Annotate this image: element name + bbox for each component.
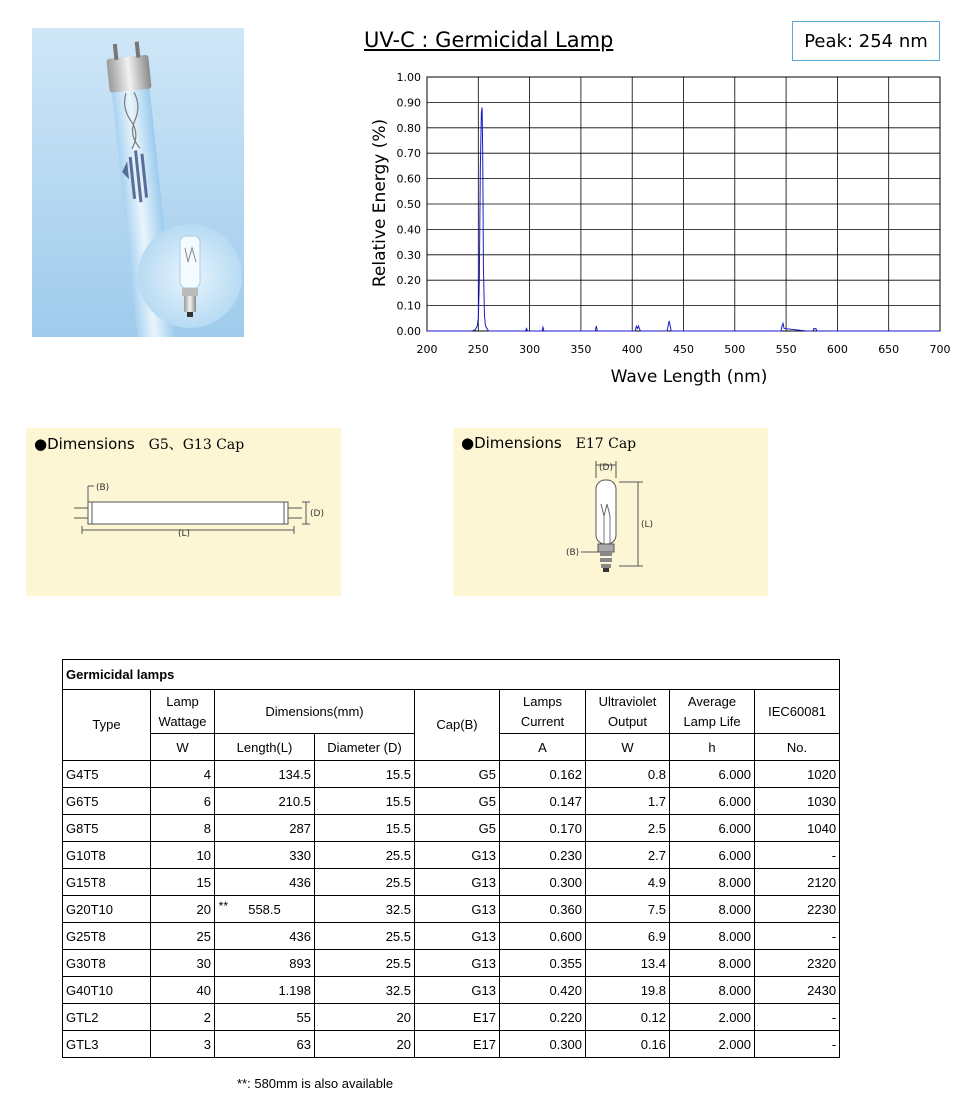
- lamp-photo: [32, 28, 244, 337]
- cell-type: G20T10: [63, 896, 151, 923]
- cell-diameter: 25.5: [315, 842, 415, 869]
- table-row: [63, 1031, 840, 1058]
- bullet-icon: ●: [34, 435, 48, 453]
- cap-label: E17 Cap: [575, 436, 637, 452]
- dimensions-title: Dimensions: [474, 434, 562, 452]
- y-tick-label: 0.10: [396, 299, 421, 313]
- header-dimensions: Dimensions(mm): [215, 690, 415, 734]
- cell-life: 2.000: [670, 1004, 755, 1031]
- cell-cap: E17: [415, 1004, 500, 1031]
- cell-watt: [151, 923, 215, 950]
- cell-length: 63: [215, 1031, 315, 1058]
- spectrum-chart: [355, 60, 965, 390]
- x-tick-label: 500: [724, 343, 746, 356]
- wattage-value: 4: [203, 766, 211, 782]
- cell-diameter: 32.5: [315, 896, 415, 923]
- header-iec: IEC60081: [755, 690, 840, 734]
- cell-watt: [151, 869, 215, 896]
- cell-length: 1.198: [215, 977, 315, 1004]
- header-current-line2: Current: [520, 713, 565, 729]
- wattage-value: 2: [203, 1009, 211, 1025]
- cell-type: G4T5: [63, 761, 151, 788]
- cell-type: G10T8: [63, 842, 151, 869]
- cell-cap: G13: [415, 977, 500, 1004]
- cap-label: G5、G13 Cap: [148, 437, 245, 453]
- cell-diameter: 15.5: [315, 761, 415, 788]
- cell-cap: G13: [415, 923, 500, 950]
- cell-watt: [151, 1031, 215, 1058]
- cell-current: 0.162: [500, 761, 586, 788]
- y-tick-label: 0.30: [396, 248, 421, 262]
- y-tick-label: 0.20: [396, 274, 421, 288]
- header-cap: Cap(B): [415, 690, 500, 761]
- y-tick-label: 0.50: [396, 198, 421, 211]
- cell-iec: -: [755, 923, 840, 950]
- cell-current: 0.420: [500, 977, 586, 1004]
- cell-life: 8.000: [670, 977, 755, 1004]
- chart-title: UV-C : Germicidal Lamp: [364, 28, 614, 52]
- cell-cap: G5: [415, 761, 500, 788]
- label-l: (L): [178, 529, 191, 539]
- wattage-value: 3: [203, 1036, 211, 1052]
- x-axis-label: Wave Length (nm): [610, 367, 768, 387]
- cell-current: 0.220: [500, 1004, 586, 1031]
- cell-current: 0.600: [500, 923, 586, 950]
- cell-type: GTL2: [63, 1004, 151, 1031]
- cell-type: G25T8: [63, 923, 151, 950]
- cell-diameter: 25.5: [315, 923, 415, 950]
- cell-watt: [151, 1004, 215, 1031]
- cell-uv: 19.8: [586, 977, 670, 1004]
- cell-diameter: 20: [315, 1004, 415, 1031]
- wattage-value: 40: [196, 982, 211, 998]
- cell-watt: [151, 815, 215, 842]
- unit-current: A: [500, 734, 586, 761]
- x-tick-label: 550: [775, 343, 797, 356]
- cell-length: 210.5: [215, 788, 315, 815]
- x-tick-label: 650: [878, 343, 900, 356]
- label-d: (D): [310, 509, 324, 519]
- cell-uv: 1.7: [586, 788, 670, 815]
- x-tick-label: 200: [416, 343, 438, 356]
- cell-length: 436: [215, 869, 315, 896]
- table-row: [63, 815, 840, 842]
- bullet-icon: ●: [461, 434, 475, 452]
- cell-cap: G13: [415, 842, 500, 869]
- table-title: Germicidal lamps: [63, 660, 840, 690]
- cell-iec: 1020: [755, 761, 840, 788]
- cell-life: 8.000: [670, 869, 755, 896]
- cell-uv: 6.9: [586, 923, 670, 950]
- cell-diameter: 32.5: [315, 977, 415, 1004]
- cell-diameter: 25.5: [315, 869, 415, 896]
- cell-length: 436: [215, 923, 315, 950]
- wattage-value: 25: [196, 928, 211, 944]
- cell-watt: [151, 788, 215, 815]
- wattage-value: 30: [196, 955, 211, 971]
- cell-length: 134.5: [215, 761, 315, 788]
- y-tick-label: 0.80: [396, 121, 421, 135]
- cell-type: G30T8: [63, 950, 151, 977]
- cell-length: 55: [215, 1004, 315, 1031]
- header-current: [500, 690, 586, 734]
- header-wattage-line2: Wattage: [158, 713, 207, 729]
- cell-iec: 1040: [755, 815, 840, 842]
- cell-uv: 0.12: [586, 1004, 670, 1031]
- cell-iec: -: [755, 1004, 840, 1031]
- cell-length: 893: [215, 950, 315, 977]
- cell-current: 0.360: [500, 896, 586, 923]
- header-uv-line1: Ultraviolet: [598, 693, 657, 709]
- table-row: [63, 896, 840, 923]
- cell-life: 6.000: [670, 815, 755, 842]
- y-tick-labels: [397, 71, 422, 338]
- cell-current: 0.300: [500, 869, 586, 896]
- cell-life: 2.000: [670, 1031, 755, 1058]
- table-row: [63, 869, 840, 896]
- unit-iec: No.: [755, 734, 840, 761]
- cell-diameter: 25.5: [315, 950, 415, 977]
- cell-current: 0.355: [500, 950, 586, 977]
- header-current-line1: Lamps: [522, 693, 563, 709]
- germicidal-lamps-table: [62, 659, 840, 1058]
- wattage-value: 15: [196, 874, 211, 890]
- cell-current: 0.300: [500, 1031, 586, 1058]
- header-life-line1: Average: [687, 693, 737, 709]
- cell-current: 0.147: [500, 788, 586, 815]
- bulb-diagram: [453, 428, 768, 596]
- footnote-marker: **: [218, 899, 228, 913]
- y-tick-label: 0.00: [396, 325, 421, 338]
- table-row: [63, 950, 840, 977]
- x-tick-label: 400: [621, 343, 643, 356]
- cell-length: 287: [215, 815, 315, 842]
- cell-iec: 2230: [755, 896, 840, 923]
- cell-iec: -: [755, 842, 840, 869]
- cell-iec: 2320: [755, 950, 840, 977]
- x-tick-label: 350: [570, 343, 592, 356]
- table-row: [63, 842, 840, 869]
- cell-type: G6T5: [63, 788, 151, 815]
- cell-watt: [151, 761, 215, 788]
- cell-uv: 7.5: [586, 896, 670, 923]
- cell-cap: G13: [415, 896, 500, 923]
- x-tick-labels: [417, 343, 951, 356]
- unit-wattage: W: [151, 734, 215, 761]
- tube-diagram: [26, 428, 341, 596]
- cell-iec: 2120: [755, 869, 840, 896]
- table-footnote: **: 580mm is also available: [237, 1076, 394, 1091]
- cell-iec: 2430: [755, 977, 840, 1004]
- x-tick-label: 700: [929, 343, 951, 356]
- label-b: (B): [96, 483, 110, 493]
- header-uv-line2: Output: [607, 713, 648, 729]
- cell-life: 8.000: [670, 923, 755, 950]
- wattage-value: 8: [203, 820, 211, 836]
- table-row: [63, 923, 840, 950]
- peak-label: Peak: 254 nm: [792, 21, 940, 61]
- cell-life: 8.000: [670, 950, 755, 977]
- cell-watt: [151, 842, 215, 869]
- cell-current: 0.170: [500, 815, 586, 842]
- dimensions-panel-g13: [26, 428, 341, 596]
- header-type: Type: [63, 690, 151, 761]
- cell-diameter: 20: [315, 1031, 415, 1058]
- header-lamp-life: [670, 690, 755, 734]
- table-body: [63, 761, 840, 1058]
- unit-diameter: Diameter (D): [315, 734, 415, 761]
- unit-uv: W: [586, 734, 670, 761]
- unit-life: h: [670, 734, 755, 761]
- cell-life: 6.000: [670, 842, 755, 869]
- cell-watt: [151, 896, 228, 923]
- cell-life: 6.000: [670, 788, 755, 815]
- wattage-value: 6: [203, 793, 211, 809]
- wattage-value: 10: [196, 847, 211, 863]
- dimensions-title: Dimensions: [47, 435, 135, 453]
- cell-uv: 0.16: [586, 1031, 670, 1058]
- table-row: [63, 1004, 840, 1031]
- y-tick-label: 0.60: [396, 172, 421, 186]
- cell-cap: G5: [415, 788, 500, 815]
- cell-type: G40T10: [63, 977, 151, 1004]
- cell-type: GTL3: [63, 1031, 151, 1058]
- cell-cap: E17: [415, 1031, 500, 1058]
- cell-current: 0.230: [500, 842, 586, 869]
- cell-diameter: 15.5: [315, 788, 415, 815]
- cell-iec: 1030: [755, 788, 840, 815]
- y-tick-label: 0.40: [396, 223, 421, 237]
- y-tick-label: 0.70: [396, 147, 421, 161]
- table-row: [63, 761, 840, 788]
- wattage-value: 20: [196, 901, 211, 917]
- header-wattage-line1: Lamp: [166, 693, 199, 709]
- cell-uv: 2.7: [586, 842, 670, 869]
- label-b: (B): [566, 548, 580, 558]
- y-tick-label: 1.00: [396, 71, 421, 84]
- cell-length: 330: [215, 842, 315, 869]
- cell-watt: [151, 977, 215, 1004]
- label-d: (D): [599, 463, 613, 473]
- cell-diameter: 15.5: [315, 815, 415, 842]
- table-row: [63, 977, 840, 1004]
- y-axis-label: Relative Energy (%): [370, 118, 390, 288]
- cell-cap: G13: [415, 950, 500, 977]
- cell-type: G15T8: [63, 869, 151, 896]
- y-tick-label: 0.90: [396, 96, 421, 110]
- cell-uv: 13.4: [586, 950, 670, 977]
- cell-iec: -: [755, 1031, 840, 1058]
- cell-uv: 4.9: [586, 869, 670, 896]
- cell-cap: G13: [415, 869, 500, 896]
- chart-grid: [427, 77, 940, 331]
- cell-cap: G5: [415, 815, 500, 842]
- unit-length: Length(L): [215, 734, 315, 761]
- cell-life: 6.000: [670, 761, 755, 788]
- label-l: (L): [641, 520, 654, 530]
- dimensions-panel-e17: [453, 428, 768, 596]
- x-tick-label: 250: [467, 343, 489, 356]
- table-row: [63, 788, 840, 815]
- header-life-line2: Lamp Life: [683, 713, 741, 729]
- cell-uv: 2.5: [586, 815, 670, 842]
- cell-life: 8.000: [670, 896, 755, 923]
- header-uv-output: [586, 690, 670, 734]
- x-tick-label: 450: [673, 343, 694, 356]
- cell-watt: [151, 950, 215, 977]
- header-wattage: [151, 690, 215, 734]
- x-tick-label: 300: [519, 343, 541, 356]
- cell-length: 558.5: [215, 896, 315, 923]
- cell-type: G8T5: [63, 815, 151, 842]
- cell-uv: 0.8: [586, 761, 670, 788]
- x-tick-label: 600: [826, 343, 848, 356]
